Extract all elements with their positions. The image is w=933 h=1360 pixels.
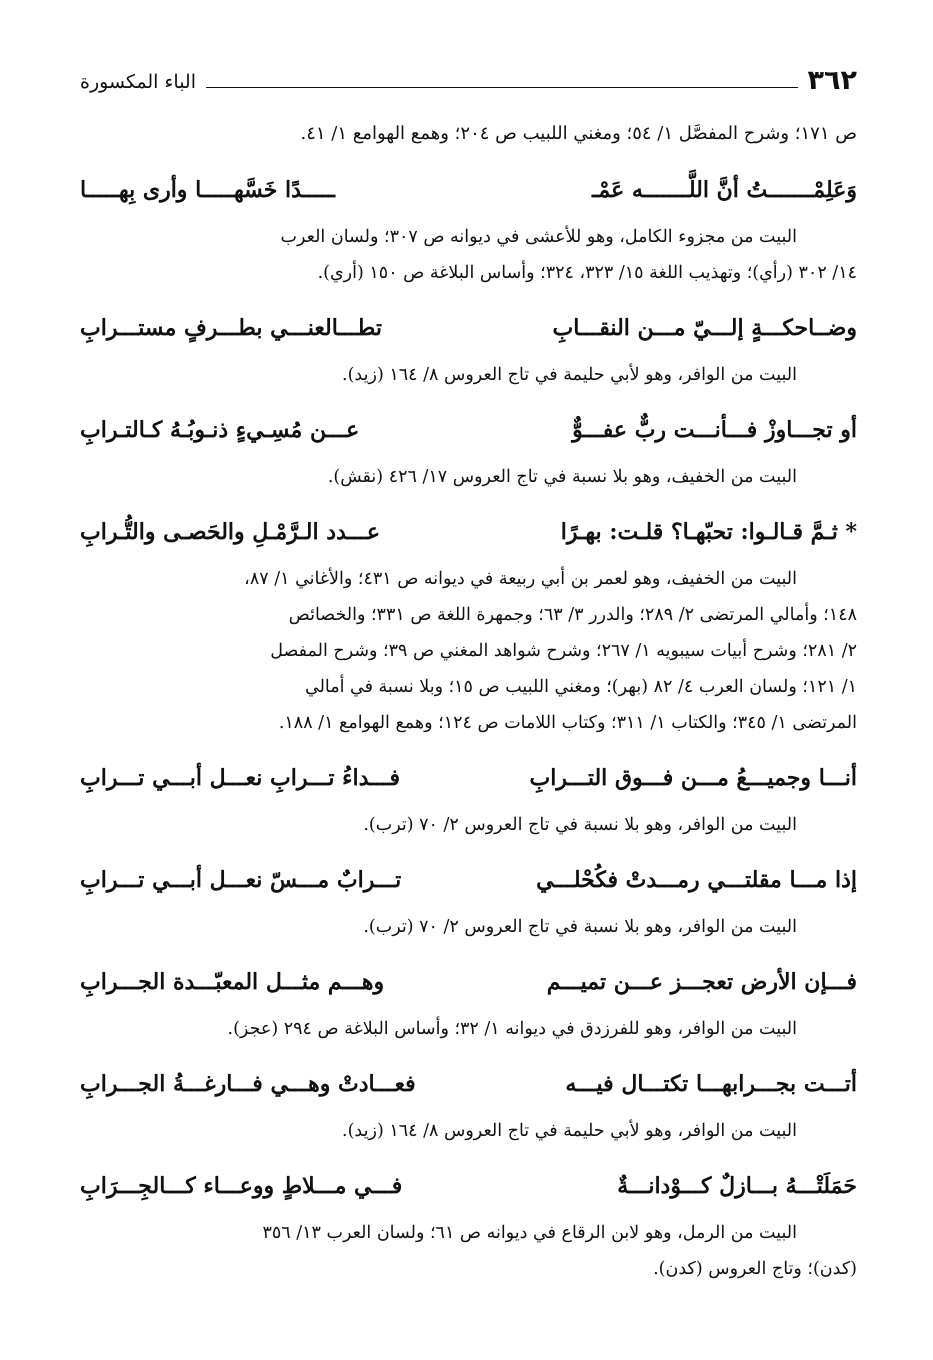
verse-line <box>80 401 857 459</box>
verse-entry <box>80 1157 857 1287</box>
page-header <box>80 58 857 94</box>
verse-line <box>80 1055 857 1113</box>
source-note-line: ٢/ ٢٨١؛ وشرح أبيات سيبويه ١/ ٢٦٧؛ وشرح شواهد المغني ص ٣٩؛ وشرح المفصل <box>270 641 857 661</box>
top-reference: ص ١٧١؛ وشرح المفصَّل ١/ ٥٤؛ ومغني اللبيب ص ٢٠٤؛ وهمع الهوامع ١/ ٤١. <box>300 123 857 144</box>
first-hemistich: إذا مـــا مقلتـــي رمـــدتْ فكُحْلـــي <box>536 867 857 893</box>
first-hemistich: حَمَلَتْـــهُ بـــازلٌ كـــوْدانـــةٌ <box>617 1173 857 1199</box>
verse-entry <box>80 401 857 495</box>
second-hemistich: عـــدد الـرَّمْـلِ والحَصـى والتُّـرابِ <box>80 519 381 545</box>
first-hemistich: أنـــا وجميـــعُ مـــن فـــوق التـــرابِ <box>529 765 857 791</box>
source-note-line: البيت من الوافر، وهو للفرزدق في ديوانه ١/ ٣٢؛ وأساس البلاغة ص ٢٩٤ (عجز). <box>227 1019 797 1039</box>
verse-line <box>80 749 857 807</box>
running-head: الباء المكسورة <box>80 71 197 93</box>
source-note-line: ١٤/ ٣٠٢ (رأي)؛ وتهذيب اللغة ١٥/ ٣٢٣، ٣٢٤؛ وأساس البلاغة ص ١٥٠ (أري). <box>317 263 857 283</box>
verse-entry <box>80 851 857 945</box>
verse-line <box>80 161 857 219</box>
first-hemistich: أتـــت بجـــرابهـــا تكتـــال فيـــه <box>565 1071 857 1097</box>
verse-entry <box>80 953 857 1047</box>
source-note-line: المرتضى ١/ ٣٤٥؛ والكتاب ١/ ٣١١؛ وكتاب اللامات ص ١٢٤؛ وهمع الهوامع ١/ ١٨٨. <box>278 713 857 733</box>
second-hemistich: وهـــم مثـــل المعبّـــدة الجـــرابِ <box>80 969 385 995</box>
source-note-line: (كدن)؛ وتاج العروس (كدن). <box>653 1259 857 1279</box>
second-hemistich: عـــن مُسِـيءٍ ذنـوبُـهُ كـالتـرابِ <box>80 417 360 443</box>
second-hemistich: فعـــادتْ وهـــي فـــارغـــةُ الجـــرابِ <box>80 1071 416 1097</box>
second-hemistich: ـــــدًا خَسَّهـــــا وأرى بِهـــــا <box>80 177 335 203</box>
source-note-line: البيت من الوافر، وهو لأبي حليمة في تاج العروس ٨/ ١٦٤ (زيد). <box>342 1121 797 1141</box>
second-hemistich: تـــرابٌ مـــسّ نعـــل أبـــي تـــرابِ <box>80 867 402 893</box>
verse-entry <box>80 749 857 843</box>
verse-line <box>80 299 857 357</box>
source-note-line: البيت من الرمل، وهو لابن الرقاع في ديوانه ص ٦١؛ ولسان العرب ١٣/ ٣٥٦ <box>262 1223 797 1243</box>
first-hemistich: فـــإن الأرض تعجـــز عـــن تميـــم <box>546 969 857 995</box>
page-content <box>80 114 857 1287</box>
source-note-line: البيت من الوافر، وهو بلا نسبة في تاج العروس ٢/ ٧٠ (ترب). <box>363 815 797 835</box>
first-hemistich: وضــاحكـــةٍ إلـــيّ مـــن النقـــابِ <box>552 315 857 341</box>
verse-entry <box>80 1055 857 1149</box>
page-number: ٣٦٢ <box>807 65 857 96</box>
source-note-line: البيت من الوافر، وهو لأبي حليمة في تاج العروس ٨/ ١٦٤ (زيد). <box>342 365 797 385</box>
source-note-line: البيت من مجزوء الكامل، وهو للأعشى في ديوانه ص ٣٠٧؛ ولسان العرب <box>280 227 797 247</box>
verse-entries <box>80 161 857 1287</box>
source-note-line: ١٤٨؛ وأمالي المرتضى ٢/ ٢٨٩؛ والدرر ٣/ ٦٣؛ وجمهرة اللغة ص ٣٣١؛ والخصائص <box>288 605 857 625</box>
second-hemistich: تطـــالعنـــي بطـــرفٍ مستـــرابِ <box>80 315 382 341</box>
verse-line <box>80 503 857 561</box>
source-note-line: البيت من الوافر، وهو بلا نسبة في تاج العروس ٢/ ٧٠ (ترب). <box>363 917 797 937</box>
verse-line <box>80 953 857 1011</box>
verse-entry <box>80 161 857 291</box>
source-note-line: البيت من الخفيف، وهو لعمر بن أبي ربيعة في ديوانه ص ٤٣١؛ والأغاني ١/ ٨٧، <box>244 569 797 589</box>
first-hemistich: وَعَلِمْـــــــتُ أنَّ اللَّـــــــه عَمْـ <box>591 177 857 203</box>
second-hemistich: فـــداءُ تـــرابِ نعـــل أبـــي تـــرابِ <box>80 765 400 791</box>
source-note-line: ١/ ١٢١؛ ولسان العرب ٤/ ٨٢ (بهر)؛ ومغني اللبيب ص ١٥؛ وبلا نسبة في أمالي <box>304 677 857 697</box>
verse-entry <box>80 299 857 393</box>
first-hemistich: * ثـمَّ قـالـوا: تحبّهـا؟ قلـت: بهـرًا <box>560 519 857 545</box>
first-hemistich: أو تجـــاوزْ فـــأنـــت ربٌّ عفـــوٌّ <box>572 417 857 443</box>
source-note-line: البيت من الخفيف، وهو بلا نسبة في تاج العروس ١٧/ ٤٢٦ (نقش). <box>327 467 797 487</box>
verse-entry <box>80 503 857 741</box>
second-hemistich: فـــي مـــلاطٍ ووعـــاء كـــالجِـــرَابِ <box>80 1173 403 1199</box>
verse-line <box>80 1157 857 1215</box>
verse-line <box>80 851 857 909</box>
header-rule <box>206 87 798 88</box>
